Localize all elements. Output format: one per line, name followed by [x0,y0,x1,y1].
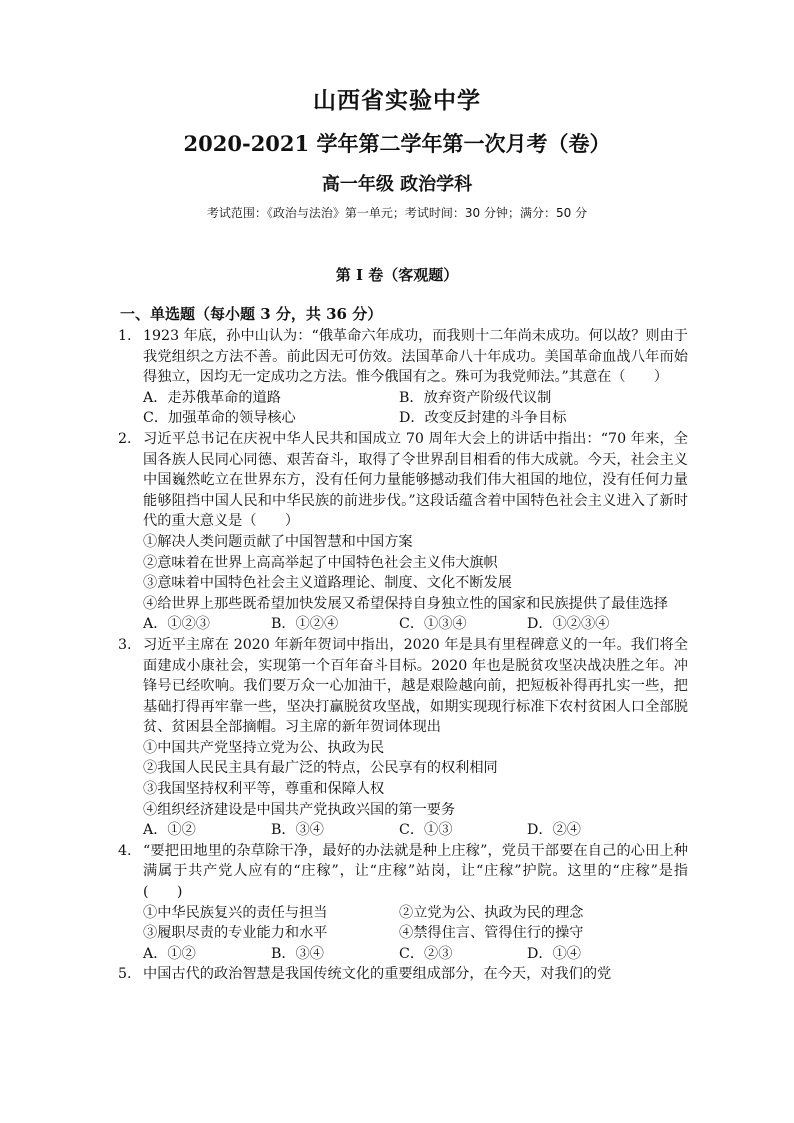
statement-item: ①中国共产党坚持立党为公、执政为民 [143,739,385,756]
option-b: B．放弃资产阶级代议制 [399,389,552,406]
option-d: D．①④ [527,945,581,962]
question-stem: 中国古代的政治智慧是我国传统文化的重要组成部分，在今天，对我们的党 [143,966,612,983]
statement-item: ②立党为公、执政为民的理念 [399,904,584,921]
school-name: 山西省实验中学 [313,87,481,114]
question-stem: 1923 年底，孙中山认为：“俄革命六年成功，而我则十二年尚未成功。何以故？则由于我党组织之方法不善。前此因无可仿效。法国革命八十年成功。美国革命血战八年而始得独立，因均无一定成功之方法。惟今俄国有之。殊可为我党师法。”其意在（ ） [143,328,688,386]
question-1 [118,326,688,429]
statement-item: ③履职尽责的专业能力和水平 [143,925,328,942]
question-3 [118,635,688,841]
statement-item: ②我国人民民主具有最广泛的特点，公民享有的权利相同 [143,760,498,777]
statement-item: ④禁得住言、管得住行的操守 [399,925,584,942]
statement-item: ④给世界上那些既希望加快发展又希望保持自身独立性的国家和民族提供了最佳选择 [143,595,668,612]
question-2 [118,429,688,635]
option-b: B．③④ [271,945,324,962]
exam-info: 考试范围：《政治与法治》第一单元；考试时间：30 分钟；满分：50 分 [206,206,588,220]
part-title: 第 I 卷（客观题） [335,266,459,284]
question-stem: “要把田地里的杂草除干净，最好的办法就是种上庄稼”，党员干部要在自己的心田上种满属于共产党人应有的“庄稼”，让“庄稼”站岗，让“庄稼”护院。这里的“庄稼”是指( ) [143,842,688,901]
question-5 [118,964,688,985]
statement-item: ①中华民族复兴的责任与担当 [143,904,328,921]
statement-item: ③意味着中国特色社会主义道路理论、制度、文化不断发展 [143,575,512,592]
option-a: A．①② [143,945,196,962]
option-c: C．②③ [399,945,453,962]
option-d: D．①②③④ [527,616,610,633]
option-c: C．①③ [399,822,453,839]
question-stem: 习近平总书记在庆祝中华人民共和国成立 70 周年大会上的讲话中指出：“70 年来，全国各族人民同心同德、艰苦奋斗，取得了令世界刮目相看的伟大成就。今天，社会主义中国巍然屹立在世界东方，没有任何力量能够撼动我们伟大祖国的地位，没有任何力量能够阻挡中国人民和中华民族的前进步伐。”这段话蕴含着中国特色社会主义进入了新时代的重大意义是（ ） [143,430,688,530]
statement-item: ①解决人类问题贡献了中国智慧和中国方案 [143,533,413,550]
statement-item: ④组织经济建设是中国共产党执政兴国的第一要务 [143,801,456,818]
option-c: C．①③④ [399,616,467,633]
question-number: 5. [118,966,132,983]
statement-item: ③我国坚持权利平等，尊重和保障人权 [143,781,385,798]
question-number: 4. [118,842,132,859]
section-title: 一、单选题（每小题 3 分，共 36 分） [120,305,383,323]
question-number: 1. [118,328,132,344]
question-list [118,326,688,985]
option-a: A．走苏俄革命的道路 [143,389,281,406]
question-stem: 习近平主席在 2020 年新年贺词中指出，2020 年是具有里程碑意义的一年。我们将全面建成小康社会，实现第一个百年奋斗目标。2020 年也是脱贫攻坚决战决胜之年。冲锋号已经吹响。我们要万众一心加油干，越是艰险越向前，把短板补得再扎实一些，把基础打得再牢靠一些，坚决打赢脱贫攻坚战，如期实现现行标准下农村贫困人口全部脱贫、贫困县全部摘帽。习主席的新年贺词体现出 [143,636,688,736]
question-number: 2. [118,430,132,447]
option-d: D．改变反封建的斗争目标 [399,410,567,427]
subject-title: 高一年级 政治学科 [321,174,473,195]
option-a: A．①② [143,822,196,839]
option-b: B．①②④ [271,616,339,633]
option-a: A．①②③ [143,616,210,633]
question-number: 3. [118,636,132,653]
option-d: D．②④ [527,822,581,839]
option-b: B．③④ [271,822,324,839]
question-4 [118,841,688,965]
exam-title: 2020-2021 学年第二学年第一次月考（卷） [183,131,611,156]
statement-item: ②意味着在世界上高高举起了中国特色社会主义伟大旗帜 [143,554,498,571]
option-c: C．加强革命的领导核心 [143,410,296,427]
